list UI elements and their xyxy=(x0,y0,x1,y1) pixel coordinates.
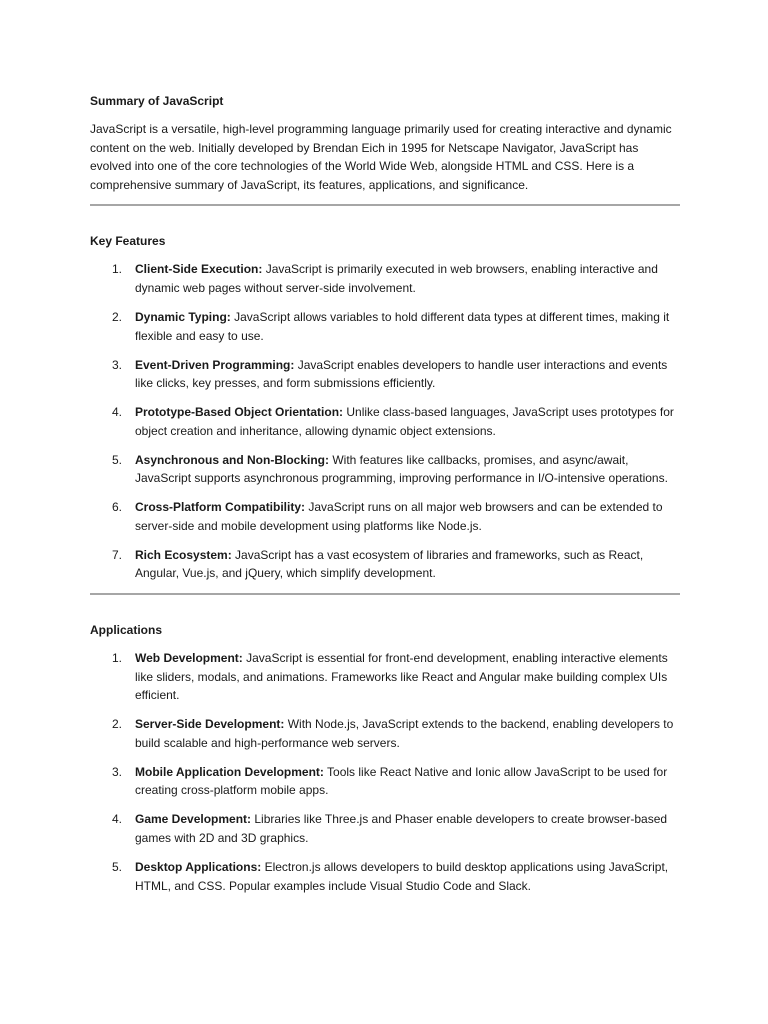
list-item xyxy=(90,858,680,895)
key-features-list xyxy=(90,260,680,583)
item-text: With features like callbacks, promises, and async/await, JavaScript supports asynchronous programming, improving performance in I/O-intensive operations. xyxy=(135,452,668,486)
section-divider xyxy=(90,204,680,206)
item-number: 6. xyxy=(112,500,123,515)
item-number: 1. xyxy=(112,651,123,666)
document-page xyxy=(90,92,680,895)
item-text: JavaScript is essential for front-end development, enabling interactive elements like sliders, modals, and animations. Frameworks like React and Angular make building complex UIs efficient. xyxy=(135,651,668,703)
item-number: 5. xyxy=(112,452,123,467)
item-text: Libraries like Three.js and Phaser enable developers to create browser-based games with 2D and 3D graphics. xyxy=(135,812,668,845)
item-term: Asynchronous and Non-Blocking: xyxy=(135,452,330,467)
item-term: Desktop Applications: xyxy=(135,859,262,874)
intro-paragraph: JavaScript is a versatile, high-level programming language primarily used for creating interactive and dynamic content on the web. Initially developed by Brendan Eich in 1995 for Netscape Navigator, JavaScript has evolved into one of the core technologies of the World Wide Web, alongside HTML and CSS. Here is a comprehensive summary of JavaScript, its features, applications, and significance. xyxy=(90,122,672,192)
item-term: Rich Ecosystem: xyxy=(135,547,232,562)
list-item xyxy=(90,308,680,345)
item-number: 4. xyxy=(112,812,123,827)
item-term: Mobile Application Development: xyxy=(135,764,324,779)
item-text: JavaScript has a vast ecosystem of libraries and frameworks, such as React, Angular, Vue.js, and jQuery, which simplify development. xyxy=(135,547,644,581)
item-term: Web Development: xyxy=(135,651,243,666)
item-number: 3. xyxy=(112,357,123,372)
item-term: Dynamic Typing: xyxy=(135,309,231,324)
item-number: 3. xyxy=(112,764,123,779)
list-item xyxy=(90,403,680,440)
document-title: Summary of JavaScript xyxy=(90,94,224,108)
list-item xyxy=(90,451,680,488)
item-number: 5. xyxy=(112,859,123,874)
item-text: JavaScript allows variables to hold different data types at different times, making it flexible and easy to use. xyxy=(135,309,670,343)
item-term: Game Development: xyxy=(135,812,252,827)
item-number: 2. xyxy=(112,309,123,324)
applications-heading: Applications xyxy=(90,623,163,638)
list-item xyxy=(90,498,680,535)
list-item xyxy=(90,649,680,705)
list-item xyxy=(90,810,680,847)
list-item xyxy=(90,763,680,800)
list-item xyxy=(90,260,680,297)
item-text: Electron.js allows developers to build desktop applications using JavaScript, HTML, and CSS. Popular examples include Visual Studio Code and Slack. xyxy=(135,859,669,893)
item-term: Client-Side Execution: xyxy=(135,262,263,277)
item-text: JavaScript runs on all major web browsers and can be extended to server-side and mobile development using platforms like Node.js. xyxy=(135,500,663,533)
item-term: Prototype-Based Object Orientation: xyxy=(135,405,344,420)
item-term: Event-Driven Programming: xyxy=(135,357,295,372)
applications-list xyxy=(90,649,680,895)
list-item xyxy=(90,715,680,752)
item-text: JavaScript enables developers to handle user interactions and events like clicks, key presses, and form submissions efficiently. xyxy=(135,357,668,391)
key-features-heading: Key Features xyxy=(90,234,166,249)
item-text: JavaScript is primarily executed in web browsers, enabling interactive and dynamic web pages without server-side involvement. xyxy=(135,262,658,295)
item-text: With Node.js, JavaScript extends to the backend, enabling developers to build scalable and high-performance web servers. xyxy=(135,717,674,750)
section-divider xyxy=(90,593,680,595)
item-number: 7. xyxy=(112,547,123,562)
item-term: Cross-Platform Compatibility: xyxy=(135,500,306,515)
list-item xyxy=(90,546,680,583)
item-term: Server-Side Development: xyxy=(135,717,285,732)
item-text: Unlike class-based languages, JavaScript uses prototypes for object creation and inheritance, allowing dynamic object extensions. xyxy=(135,405,674,438)
item-number: 2. xyxy=(112,717,123,732)
item-text: Tools like React Native and Ionic allow JavaScript to be used for creating cross-platform mobile apps. xyxy=(135,764,668,798)
list-item xyxy=(90,356,680,393)
item-number: 1. xyxy=(112,262,123,277)
item-number: 4. xyxy=(112,405,123,420)
